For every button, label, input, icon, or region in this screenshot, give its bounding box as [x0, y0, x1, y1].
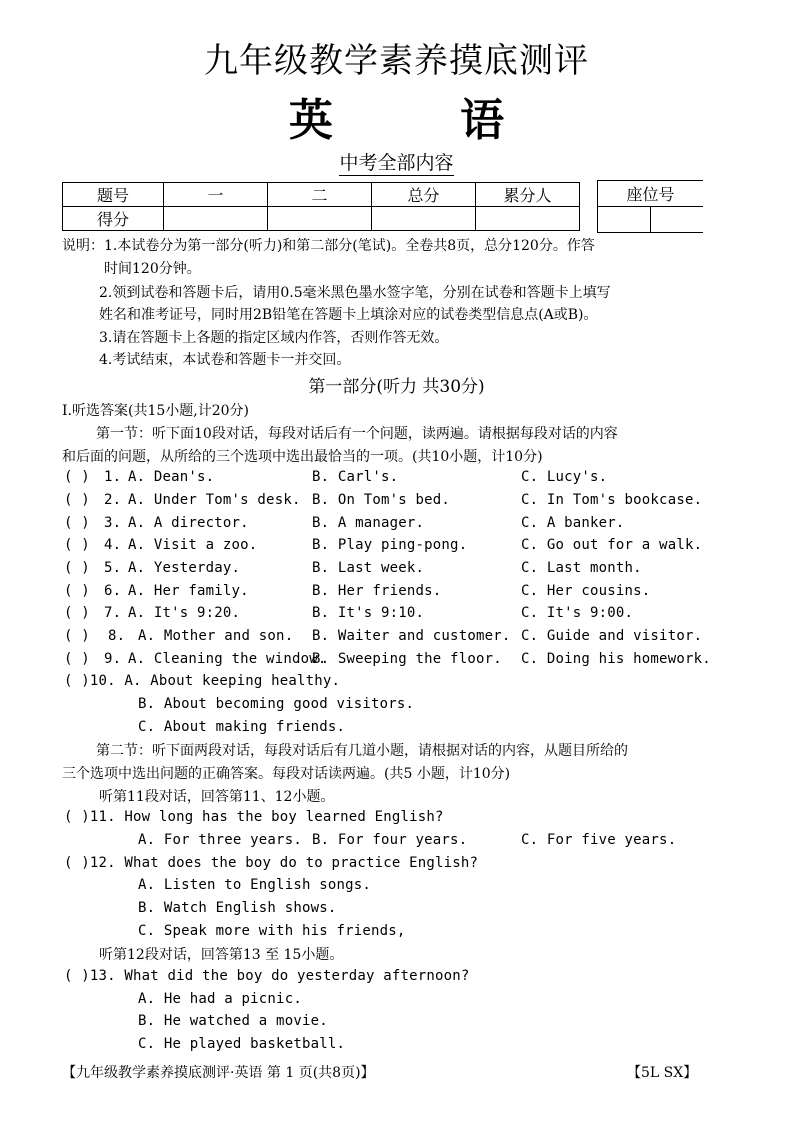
seat-cell[interactable] — [598, 207, 651, 233]
seat-label: 座位号 — [598, 181, 704, 207]
option-c: C. Last month. — [521, 560, 642, 576]
option-b: B. Watch English shows. — [138, 900, 337, 916]
score-header-cell: 累分人 — [476, 183, 580, 207]
option-a: A. He had a picnic. — [138, 991, 302, 1007]
score-header-cell: 总分 — [372, 183, 476, 207]
question-13: ( )13. What did the boy do yesterday afternoon? — [64, 968, 470, 984]
section1-instruction: 第一节：听下面10段对话，每段对话后有一个问题，读两遍。请根据每段对话的内容 — [96, 426, 618, 442]
option-b: B. Last week. — [312, 560, 425, 576]
option-c: C. Lucy's. — [521, 469, 608, 485]
subject-title: 英 语 — [288, 95, 561, 146]
seat-number-box — [597, 180, 703, 233]
dialog-11-instruction: 听第11段对话，回答第11、12小题。 — [99, 789, 335, 805]
score-cell[interactable] — [372, 207, 476, 231]
option-b: B. A manager. — [312, 515, 425, 531]
question-number: 3. — [104, 515, 122, 531]
option-a: A. Listen to English songs. — [138, 877, 371, 893]
option-b: B. About becoming good visitors. — [138, 696, 415, 712]
question-number: 6. — [104, 583, 122, 599]
option-b: B. Carl's. — [312, 469, 399, 485]
option-c: C. Guide and visitor. — [521, 628, 703, 644]
seat-cell[interactable] — [651, 207, 704, 233]
option-b: B. On Tom's bed. — [312, 492, 451, 508]
dialog-12-instruction: 听第12段对话，回答第13 至 15小题。 — [99, 947, 344, 963]
instruction-line: 姓名和准考证号，同时用2B铅笔在答题卡上填涂对应的试卷类型信息点(A或B)。 — [99, 307, 598, 323]
question-number: 5. — [104, 560, 122, 576]
answer-blank[interactable]: ( ) — [64, 605, 90, 621]
instruction-line: 3.请在答题卡上各题的指定区域内作答，否则作答无效。 — [99, 330, 449, 346]
score-header-cell: 题号 — [63, 183, 164, 207]
question-10: ( )10. A. About keeping healthy. — [64, 673, 341, 689]
option-c: C. A banker. — [521, 515, 625, 531]
option-a: A. Mother and son. — [138, 628, 294, 644]
question-number: 4. — [104, 537, 122, 553]
part1-title: 第一部分(听力 共30分) — [308, 377, 485, 397]
instruction-line: 时间120分钟。 — [104, 261, 201, 277]
question-number: 2. — [104, 492, 122, 508]
section2-instruction: 第二节：听下面两段对话，每段对话后有几道小题，请根据对话的内容，从题目所给的 — [96, 743, 628, 759]
question-11: ( )11. How long has the boy learned English? — [64, 809, 444, 825]
section1-instruction: 和后面的问题，从所给的三个选项中选出最恰当的一项。(共10小题，计10分) — [62, 449, 543, 465]
answer-blank[interactable]: ( ) — [64, 560, 90, 576]
answer-blank[interactable]: ( ) — [64, 492, 90, 508]
option-a: A. A director. — [128, 515, 249, 531]
answer-blank[interactable]: ( ) — [64, 628, 90, 644]
section1-title: Ⅰ.听选答案(共15小题,计20分) — [62, 403, 249, 419]
question-number: 9. — [104, 651, 122, 667]
option-c: C. Speak more with his friends, — [138, 923, 406, 939]
option-c: C. He played basketball. — [138, 1036, 346, 1052]
question-number: 1. — [104, 469, 122, 485]
option-a: A. Visit a zoo. — [128, 537, 258, 553]
score-cell[interactable] — [476, 207, 580, 231]
score-header-cell: 一 — [164, 183, 268, 207]
option-b: B. For four years. — [312, 832, 468, 848]
exam-title: 九年级教学素养摸底测评 — [204, 41, 589, 81]
instruction-line: 说明：1.本试卷分为第一部分(听力)和第二部分(笔试)。全卷共8页，总分120分。作答 — [62, 238, 595, 254]
option-a: A. Dean's. — [128, 469, 215, 485]
answer-blank[interactable]: ( ) — [64, 515, 90, 531]
option-b: B. Her friends. — [312, 583, 442, 599]
option-a: A. Cleaning the window. — [128, 651, 327, 667]
exam-scope: 中考全部内容 — [339, 152, 454, 174]
option-c: C. Go out for a walk. — [521, 537, 703, 553]
section2-instruction: 三个选项中选出问题的正确答案。每段对话读两遍。(共5 小题，计10分) — [62, 766, 511, 782]
option-c: C. In Tom's bookcase. — [521, 492, 703, 508]
answer-blank[interactable]: ( ) — [64, 583, 90, 599]
score-row-label: 得分 — [63, 207, 164, 231]
option-b: B. It's 9:10. — [312, 605, 425, 621]
option-c: C. About making friends. — [138, 719, 346, 735]
score-header-cell: 二 — [268, 183, 372, 207]
footer-code: 【5L SX】 — [627, 1065, 698, 1081]
option-a: A. Her family. — [128, 583, 249, 599]
option-b: B. Waiter and customer. — [312, 628, 511, 644]
option-a: A. It's 9:20. — [128, 605, 241, 621]
question-number: 7. — [104, 605, 122, 621]
answer-blank[interactable]: ( ) — [64, 469, 90, 485]
option-c: C. Her cousins. — [521, 583, 651, 599]
option-c: C. Doing his homework. — [521, 651, 711, 667]
score-table — [62, 182, 580, 231]
footer-page-info: 【九年级教学素养摸底测评·英语 第 1 页(共8页)】 — [62, 1065, 375, 1081]
option-c: C. It's 9:00. — [521, 605, 634, 621]
option-b: B. Play ping-pong. — [312, 537, 468, 553]
option-a: A. Yesterday. — [128, 560, 241, 576]
question-12: ( )12. What does the boy do to practice English? — [64, 855, 479, 871]
option-a: A. For three years. — [138, 832, 302, 848]
option-c: C. For five years. — [521, 832, 677, 848]
instruction-line: 2.领到试卷和答题卡后，请用0.5毫米黑色墨水签字笔，分别在试卷和答题卡上填写 — [99, 285, 611, 301]
option-b: B. Sweeping the floor. — [312, 651, 502, 667]
answer-blank[interactable]: ( ) — [64, 651, 90, 667]
score-cell[interactable] — [268, 207, 372, 231]
option-a: A. Under Tom's desk. — [128, 492, 301, 508]
answer-blank[interactable]: ( ) — [64, 537, 90, 553]
score-cell[interactable] — [164, 207, 268, 231]
instruction-line: 4.考试结束，本试卷和答题卡一并交回。 — [99, 352, 351, 368]
question-number: 8. — [108, 628, 126, 644]
option-b: B. He watched a movie. — [138, 1013, 328, 1029]
